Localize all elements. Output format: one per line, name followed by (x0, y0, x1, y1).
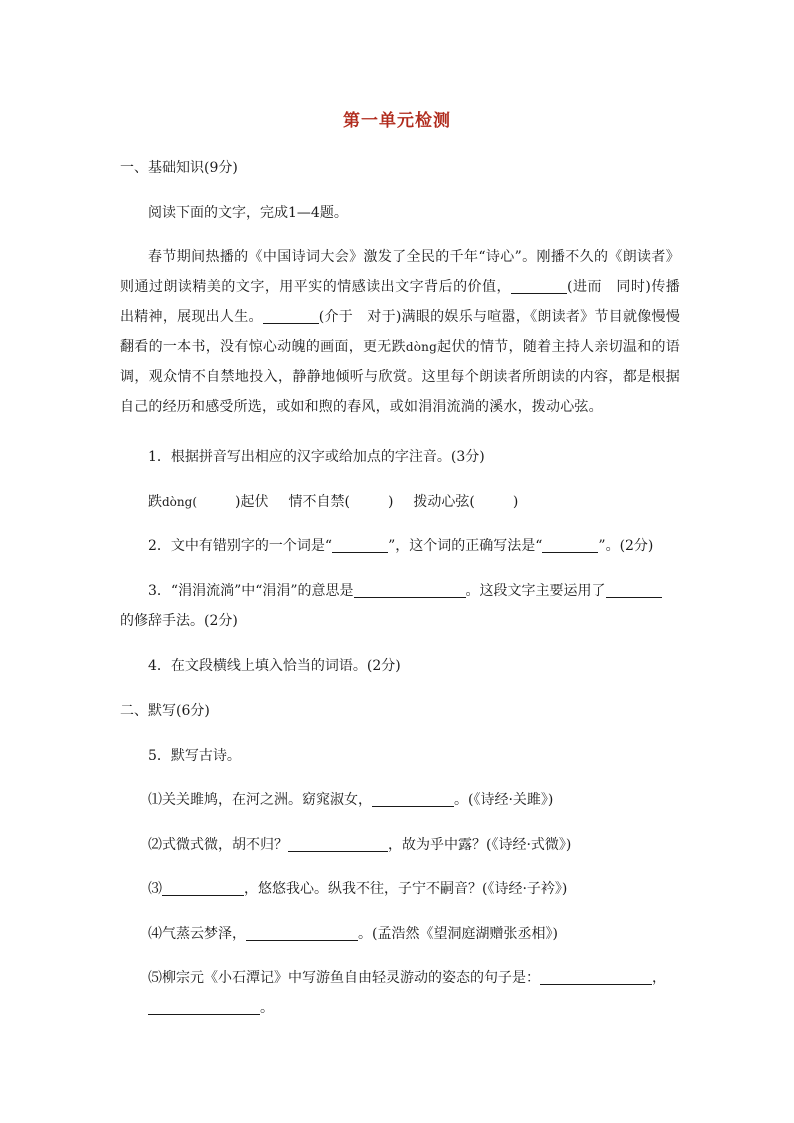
question-1-answers (148, 492, 708, 512)
pinyin-text: dòng (405, 340, 437, 354)
q2-text-2: ”，这个词的正确写法是“ (388, 538, 543, 554)
q5-item-2-source: ，故为乎中露？(《诗经·式微》) (388, 837, 572, 853)
section-heading-dictation: 二、默写(6分) (120, 703, 210, 719)
q5-item-1-text: ⑴关关雎鸠，在河之洲。窈窕淑女， (148, 792, 372, 808)
question-4: 4．在文段横线上填入恰当的词语。(2分) (148, 658, 401, 674)
q1-item-b-suffix: ) (387, 494, 394, 510)
passage-option-1: (进而 同时) (567, 279, 652, 295)
q1-item-c-suffix: ) (512, 494, 519, 510)
q5-item-4-text: ⑷气蒸云梦泽， (148, 926, 246, 942)
question-3 (148, 581, 708, 601)
answer-blank[interactable] (511, 277, 567, 294)
q5-item-1-source: 。(《诗经·关雎》) (454, 792, 554, 808)
q5-item-5-continued (148, 998, 708, 1018)
answer-blank[interactable] (606, 581, 662, 598)
q1-item-a-pinyin: dòng( (162, 495, 197, 509)
passage-sentence-2: 传播出精神，展现出人生。 (120, 279, 680, 325)
answer-blank[interactable] (372, 790, 454, 807)
answer-blank[interactable] (148, 998, 260, 1015)
passage-sentence-3: 满眼的娱乐与喧嚣，《朗读者》节目就像慢慢翻看的一本书，没有惊心动魄的画面，更无跌 (120, 309, 681, 355)
answer-blank[interactable] (263, 307, 319, 324)
q5-item-1 (148, 790, 708, 810)
answer-blank[interactable] (540, 968, 652, 985)
q5-item-2-text: ⑵式微式微，胡不归？ (148, 837, 288, 853)
q5-item-4-source: 。(孟浩然《望洞庭湖赠张丞相》) (358, 926, 558, 942)
q1-item-a-suffix: )起伏 (235, 494, 269, 510)
q1-item-c-label: 拨动心弦( (413, 494, 475, 510)
question-5: 5．默写古诗。 (148, 748, 241, 764)
question-3-continued: 的修辞手法。(2分) (120, 613, 238, 629)
page-title: 第一单元检测 (343, 111, 451, 131)
q5-item-3 (148, 879, 708, 899)
q2-text-1: 2．文中有错别字的一个词是“ (148, 538, 333, 554)
answer-blank[interactable] (354, 581, 466, 598)
q1-item-a-label: 跌 (148, 494, 162, 510)
q5-item-4 (148, 924, 708, 944)
question-2 (148, 536, 708, 556)
question-1: 1．根据拼音写出相应的汉字或给加点的字注音。(3分) (148, 449, 485, 465)
reading-instruction: 阅读下面的文字，完成1—4题。 (148, 205, 348, 221)
q5-item-3-number: ⑶ (148, 881, 162, 897)
answer-blank[interactable] (332, 536, 388, 553)
passage-sentence-4: 起伏的情节，随着主持人亲切温和的语调，观众情不自禁地投入，静静地倾听与欣赏。这里每个朗读者所朗读的内容，都是根据自己的经历和感受所选，或如和煦的春风，或如涓涓流淌的溪水，拨动心弦。 (120, 339, 680, 415)
q5-item-5-end: 。 (260, 1000, 274, 1016)
q5-item-5-text: ⑸柳宗元《小石潭记》中写游鱼自由轻灵游动的姿态的句子是： (148, 970, 540, 986)
q5-item-5 (148, 968, 708, 988)
answer-blank[interactable] (246, 924, 358, 941)
q5-item-3-text: ，悠悠我心。纵我不往，子宁不嗣音？(《诗经·子衿》) (244, 881, 568, 897)
passage-sentence-1: 春节期间热播的《中国诗词大会》激发了全民的千年“诗心”。刚播不久的《朗读者》则通过朗读精美的文字，用平实的情感读出文字背后的价值， (120, 249, 680, 295)
answer-blank[interactable] (542, 536, 598, 553)
q5-item-5-comma: ， (652, 970, 666, 986)
passage-option-2: (介于 对于) (318, 309, 402, 325)
answer-blank[interactable] (288, 835, 388, 852)
q3-text-1: 3．“涓涓流淌”中“涓涓”的意思是 (148, 583, 354, 599)
q1-item-b-label: 情不自禁( (288, 494, 350, 510)
q5-item-2 (148, 835, 708, 855)
q3-text-2: 。这段文字主要运用了 (465, 583, 606, 599)
reading-passage (120, 242, 680, 422)
section-heading-basics: 一、基础知识(9分) (120, 160, 238, 176)
answer-blank[interactable] (162, 879, 244, 896)
q2-text-3: ”。(2分) (598, 538, 654, 554)
